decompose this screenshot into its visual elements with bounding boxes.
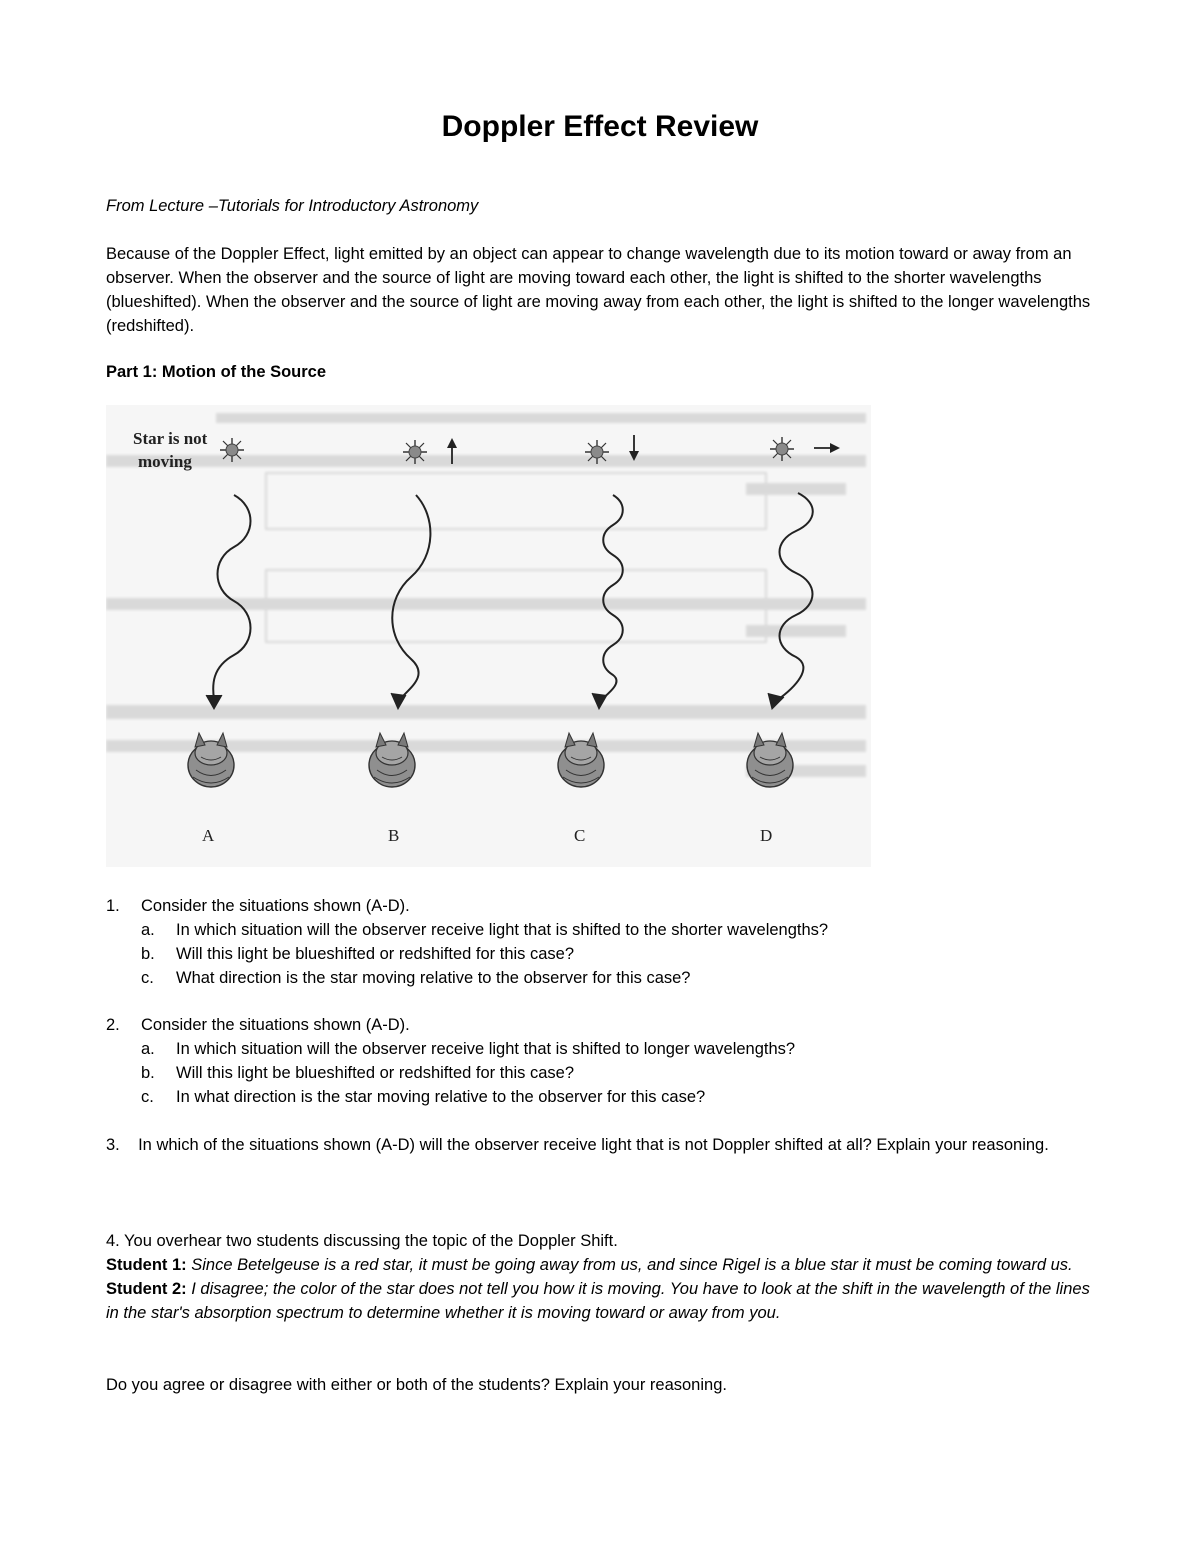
- question-2: [106, 1013, 1096, 1109]
- panel-label-d: D: [760, 826, 773, 845]
- star-label-line1: Star is not: [133, 429, 208, 448]
- question-2c-letter: c.: [141, 1088, 154, 1106]
- question-2b-letter: b.: [141, 1064, 155, 1082]
- student-2-statement: [106, 1277, 1096, 1325]
- intro-paragraph: Because of the Doppler Effect, light emitted by an object can appear to change wavelength due to its motion toward or away from an observer. When the observer and the source of light are moving toward each other, the light is shifted to the shorter wavelengths (blueshifted). When the observer and the source of light are moving away from each other, the light is shifted to the longer wavelengths (redshifted).: [106, 245, 1091, 335]
- question-2b-text: Will this light be blueshifted or redshifted for this case?: [176, 1064, 575, 1082]
- question-2c: [106, 1085, 1096, 1109]
- question-2-subs: [106, 1037, 1096, 1109]
- question-1a-text: In which situation will the observer receive light that is shifted to the shorter wavelengths?: [176, 921, 829, 939]
- page-title: Doppler Effect Review: [441, 110, 759, 143]
- part1-heading: Part 1: Motion of the Source: [106, 363, 327, 381]
- question-2-number: 2.: [106, 1016, 120, 1034]
- question-2c-text: In what direction is the star moving relative to the observer for this case?: [176, 1088, 706, 1106]
- star-label-line2: moving: [138, 452, 192, 471]
- star-icon-d: [770, 437, 794, 461]
- question-3: 3. In which of the situations shown (A-D) will the observer receive light that is not Doppler shifted at all? Explain your reasoning.: [106, 1136, 1049, 1154]
- question-1b-letter: b.: [141, 945, 155, 963]
- student-1-text: Since Betelgeuse is a red star, it must be going away from us, and since Rigel is a blue star it must be coming toward us.: [191, 1256, 1073, 1274]
- question-1b-text: Will this light be blueshifted or redshifted for this case?: [176, 945, 575, 963]
- question-1a: [106, 918, 1096, 942]
- question-2a: [106, 1037, 1096, 1061]
- source-citation: From Lecture –Tutorials for Introductory Astronomy: [106, 197, 479, 215]
- question-4-prompt: Do you agree or disagree with either or both of the students? Explain your reasoning.: [106, 1376, 727, 1394]
- question-1-subs: [106, 918, 1096, 990]
- student-1-statement: [106, 1253, 1096, 1277]
- question-1a-letter: a.: [141, 921, 155, 939]
- question-1-text: Consider the situations shown (A-D).: [141, 897, 410, 915]
- question-2-text: Consider the situations shown (A-D).: [141, 1016, 410, 1034]
- star-icon-b: [403, 440, 427, 464]
- question-2-stem: [106, 1013, 1096, 1037]
- question-1: [106, 894, 1096, 990]
- star-icon-a: [220, 438, 244, 462]
- question-2a-letter: a.: [141, 1040, 155, 1058]
- question-1-stem: [106, 894, 1096, 918]
- panel-label-b: B: [388, 826, 400, 845]
- star-icon-c: [585, 440, 609, 464]
- student-1-label: Student 1:: [106, 1256, 187, 1274]
- question-4-intro: 4. You overhear two students discussing the topic of the Doppler Shift.: [106, 1232, 618, 1250]
- question-1c-letter: c.: [141, 969, 154, 987]
- question-1b: [106, 942, 1096, 966]
- student-2-label: Student 2:: [106, 1280, 187, 1298]
- question-2a-text: In which situation will the observer receive light that is shifted to longer wavelengths?: [176, 1040, 796, 1058]
- doppler-figure: [106, 405, 871, 867]
- question-1-number: 1.: [106, 897, 120, 915]
- student-2-text: I disagree; the color of the star does not tell you how it is moving. You have to look at the shift in the wavelength of the lines in the star's absorption spectrum to determine whether it is moving toward or away from you.: [106, 1280, 1090, 1322]
- question-4: [106, 1229, 1096, 1325]
- question-1c-text: What direction is the star moving relative to the observer for this case?: [176, 969, 691, 987]
- panel-label-c: C: [574, 826, 586, 845]
- panel-label-a: A: [202, 826, 215, 845]
- question-2b: [106, 1061, 1096, 1085]
- question-1c: [106, 966, 1096, 990]
